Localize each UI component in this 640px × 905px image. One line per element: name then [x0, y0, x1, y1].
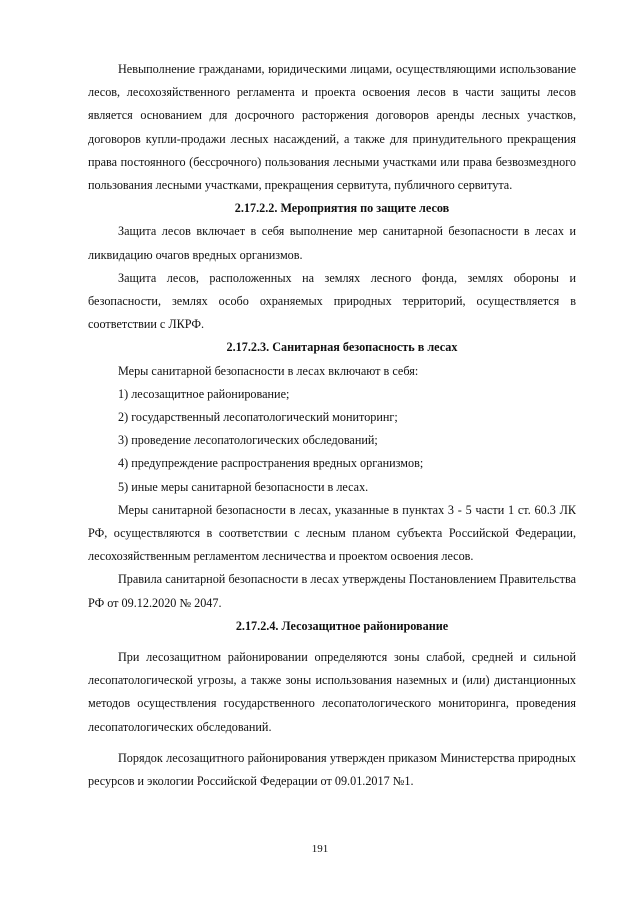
paragraph-protection-lands: Защита лесов, расположенных на землях лесного фонда, землях обороны и безопасности, землях особо охраняемых природных территорий, осуществляется в соответствии с ЛКРФ. — [88, 270, 576, 332]
paragraph-sanitary-intro: Меры санитарной безопасности в лесах включают в себя: — [118, 363, 419, 378]
paragraph-protection-includes: Защита лесов включает в себя выполнение мер санитарной безопасности в лесах и ликвидацию очагов вредных организмов. — [88, 224, 576, 262]
list-item: 2) государственный лесопатологический мониторинг; — [118, 410, 398, 425]
paragraph-zoning-order: Порядок лесозащитного районирования утвержден приказом Министерства природных ресурсов и экологии Российской Федерации от 09.01.2017 №1. — [88, 750, 576, 789]
heading-forest-protection-measures: 2.17.2.2. Мероприятия по защите лесов — [234, 201, 450, 216]
paragraph-sanitary-rules: Правила санитарной безопасности в лесах утверждены Постановлением Правительства РФ от 09.12.2020 № 2047. — [88, 572, 576, 610]
page-content — [88, 58, 576, 793]
page-number: 191 — [311, 843, 329, 855]
list-item: 5) иные меры санитарной безопасности в лесах. — [118, 479, 369, 494]
paragraph-sanitary-measures-plan: Меры санитарной безопасности в лесах, указанные в пунктах 3 - 5 части 1 ст. 60.3 ЛК РФ, осуществляются в соответствии с лесным планом субъекта Российской Федерации, лесохозяйственным регламентом лесничества и проектом освоения лесов. — [88, 502, 576, 564]
list-item: 1) лесозащитное районирование; — [118, 386, 290, 401]
heading-forest-zoning: 2.17.2.4. Лесозащитное районирование — [235, 618, 449, 633]
list-item: 3) проведение лесопатологических обследований; — [118, 433, 378, 448]
paragraph-forest-protection-violation: Невыполнение гражданами, юридическими лицами, осуществляющими использование лесов, лесохозяйственного регламента и проекта освоения лесов в части защиты лесов является основанием для досрочного расторжения договоров аренды лесных участков, договоров купли-продажи лесных насаждений, а также для принудительного прекращения права постоянного (бессрочного) пользования лесными участками или права безвозмездного пользования лесными участками, прекращения сервитута, публичного сервитута. — [88, 62, 576, 193]
paragraph-zoning-threat-zones: При лесозащитном районировании определяются зоны слабой, средней и сильной лесопатологической угрозы, а также зоны использования наземных и (или) дистанционных методов осуществления государственного лесопатологического мониторинга, проведения лесопатологических обследований. — [88, 650, 576, 734]
heading-sanitary-safety: 2.17.2.3. Санитарная безопасность в лесах — [226, 340, 458, 355]
list-item: 4) предупреждение распространения вредных организмов; — [118, 456, 424, 471]
